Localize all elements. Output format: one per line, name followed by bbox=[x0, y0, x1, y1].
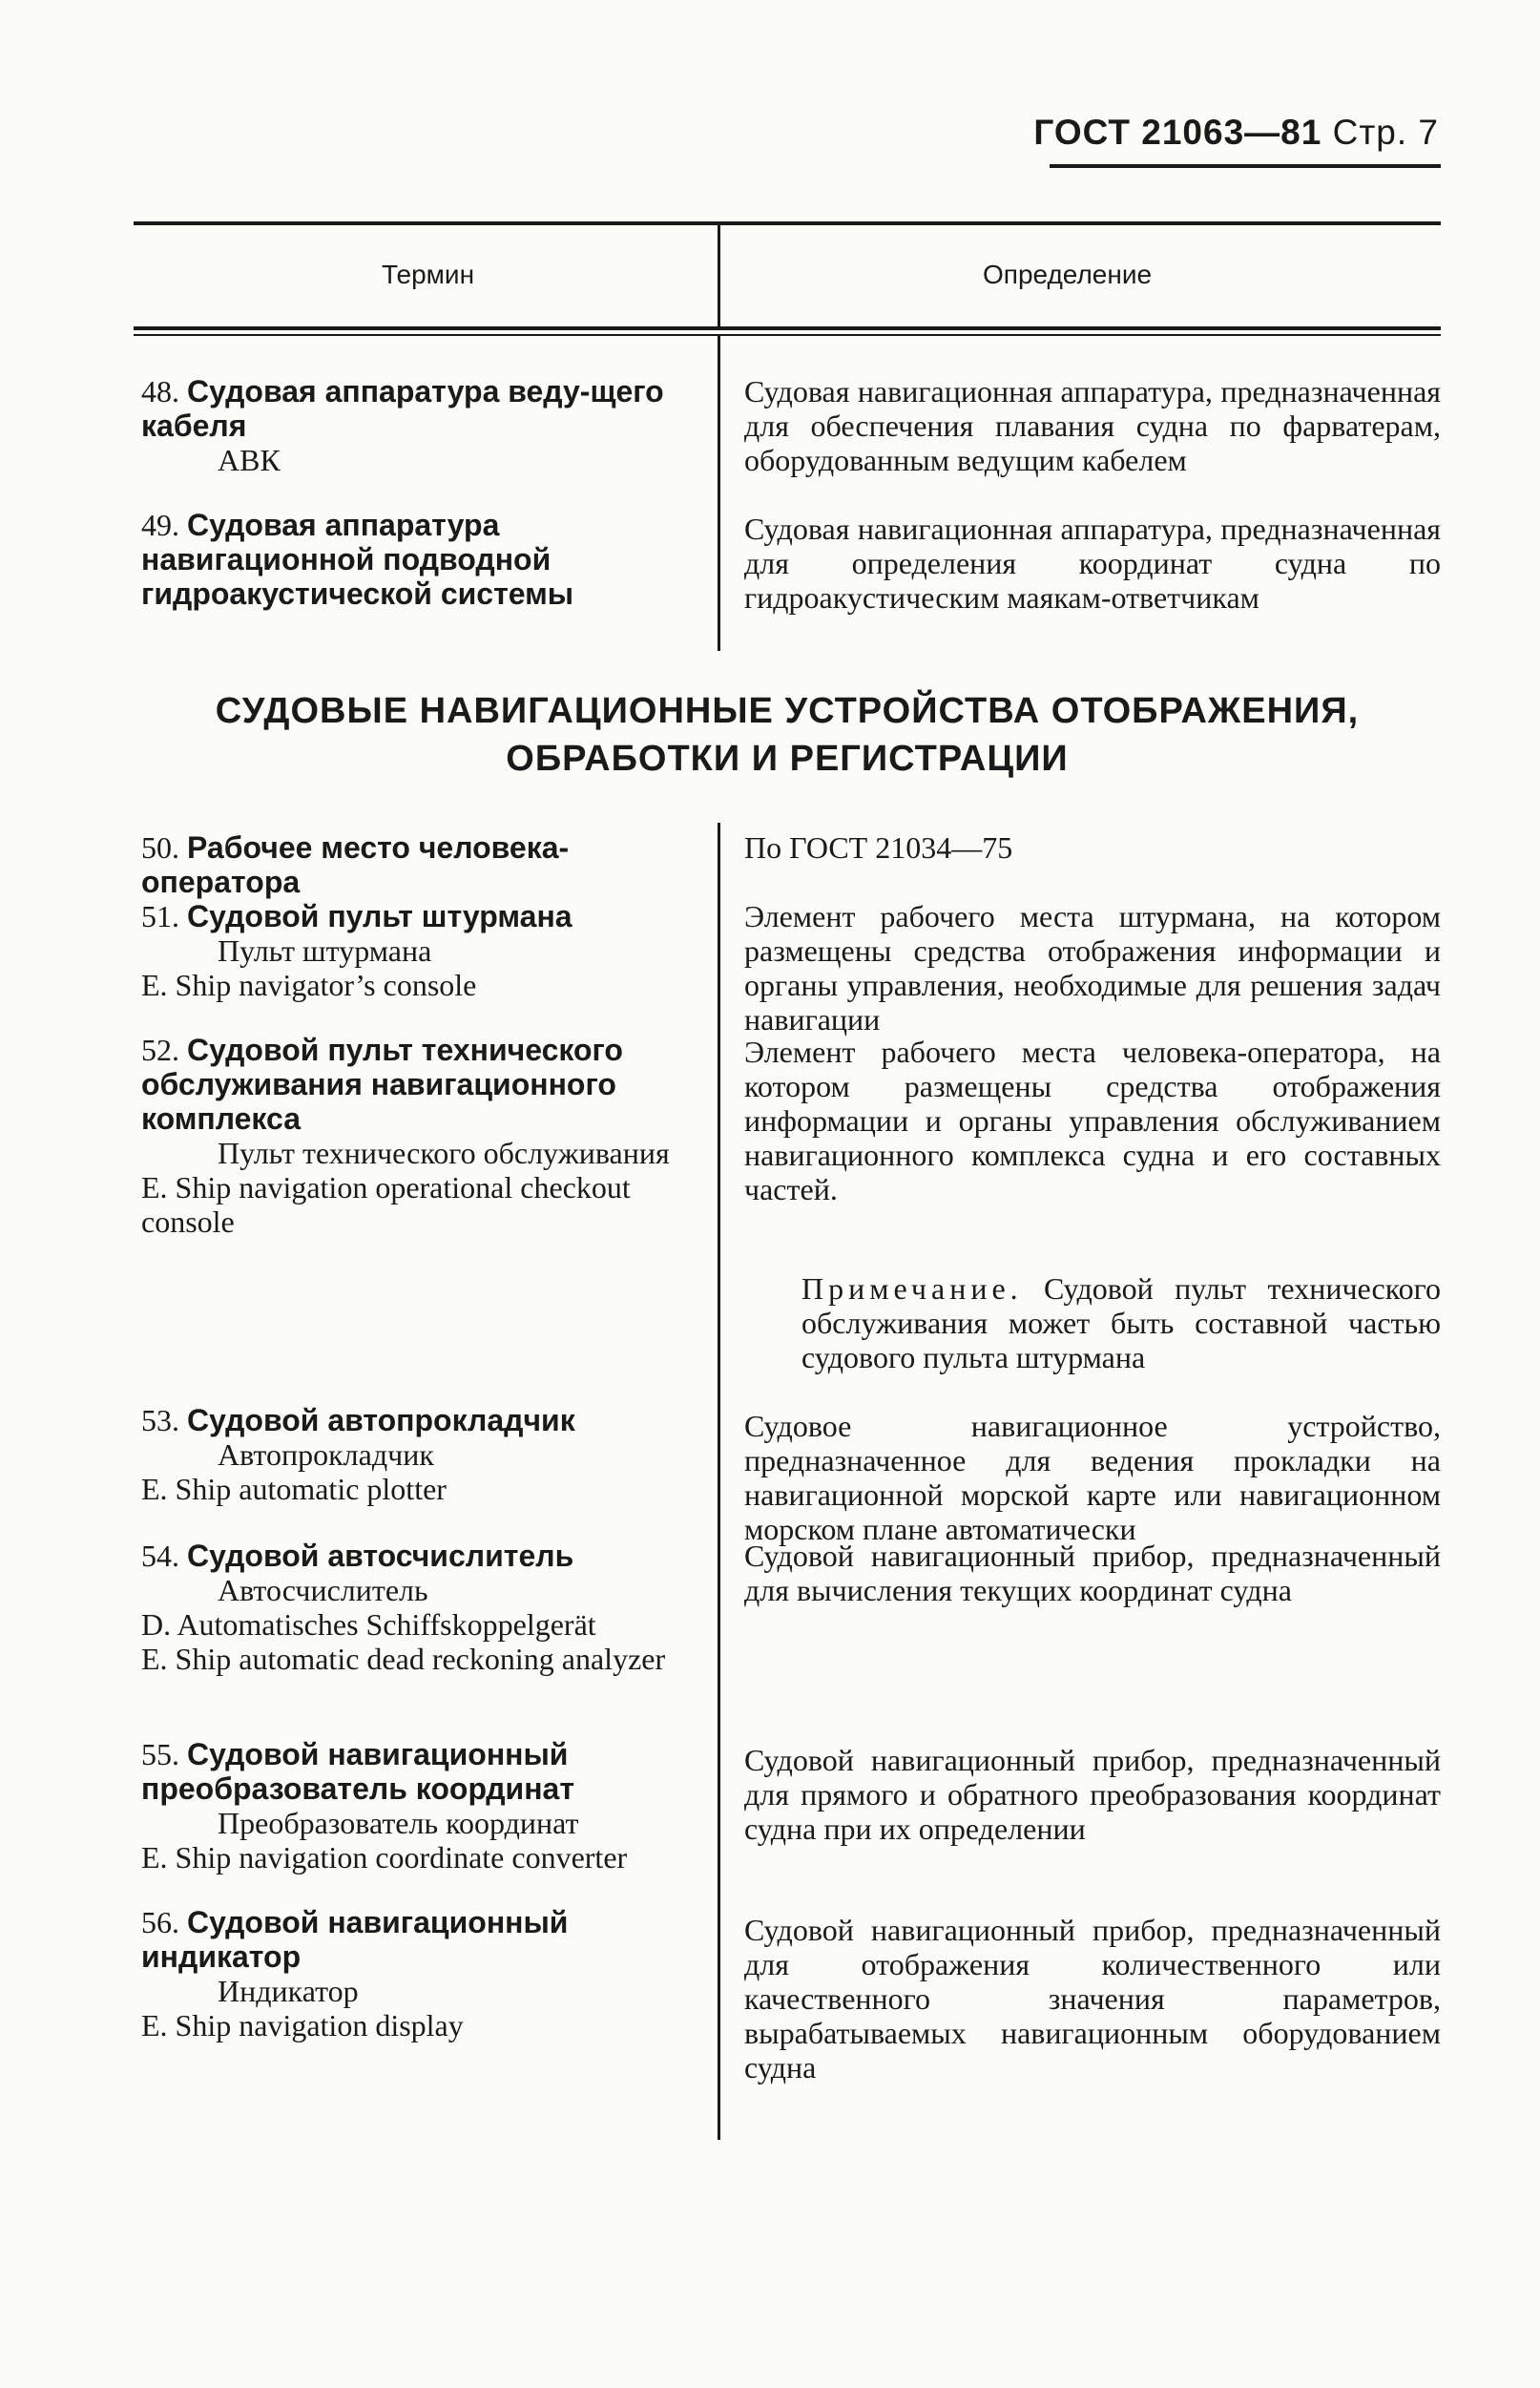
term-english: E. Ship navigation coordinate converter bbox=[141, 1840, 628, 1875]
term-56 bbox=[141, 1905, 685, 2042]
term-abbreviation: АВК bbox=[218, 443, 281, 477]
term-title: Судовой пульт штурмана bbox=[187, 899, 572, 933]
note-52 bbox=[801, 1271, 1441, 1374]
term-50 bbox=[141, 830, 685, 899]
term-number: 51. bbox=[141, 899, 179, 933]
term-48 bbox=[141, 374, 685, 477]
section-heading-line-1: СУДОВЫЕ НАВИГАЦИОННЫЕ УСТРОЙСТВА ОТОБРАЖЕНИЯ, bbox=[215, 691, 1360, 731]
term-synonym: Автосчислитель bbox=[218, 1573, 428, 1607]
term-number: 53. bbox=[141, 1403, 179, 1437]
note-label: Примечание. bbox=[801, 1271, 1023, 1306]
term-title: Судовая аппаратура навигационной подводной гидроакустической системы bbox=[141, 508, 574, 611]
term-number: 55. bbox=[141, 1737, 179, 1771]
term-title: Судовой пульт технического обслуживания навигационного комплекса bbox=[141, 1033, 623, 1136]
term-synonym: Преобразователь координат bbox=[218, 1806, 579, 1840]
table-top-rule bbox=[134, 221, 1441, 225]
definition-50: По ГОСТ 21034—75 bbox=[744, 830, 1013, 865]
definition-48: Судовая навигационная аппаратура, предназначенная для обеспечения плавания судна по фарватерам, оборудованным ведущим кабелем bbox=[744, 374, 1441, 477]
term-number: 52. bbox=[141, 1033, 179, 1067]
standard-code: ГОСТ 21063—81 bbox=[1033, 113, 1322, 152]
header-rule bbox=[1050, 164, 1441, 168]
term-number: 48. bbox=[141, 374, 179, 408]
term-english: E. Ship navigator’s console bbox=[141, 968, 477, 1002]
definition-56: Судовой навигационный прибор, предназначенный для отображения количественного или качественного значения параметров, вырабатываемых навигационным оборудованием судна bbox=[744, 1913, 1441, 2084]
term-number: 56. bbox=[141, 1905, 179, 1939]
term-51 bbox=[141, 899, 685, 1002]
term-english: E. Ship navigation display bbox=[141, 2008, 464, 2042]
term-synonym: Пульт технического обслуживания bbox=[218, 1136, 670, 1170]
term-synonym: Автопрокладчик bbox=[218, 1437, 434, 1472]
term-number: 50. bbox=[141, 830, 179, 865]
column-divider-2 bbox=[718, 823, 720, 2140]
page-header bbox=[1033, 113, 1439, 153]
term-54 bbox=[141, 1539, 685, 1676]
term-number: 49. bbox=[141, 508, 179, 542]
table-header-rule bbox=[134, 326, 1441, 330]
term-english: E. Ship automatic plotter bbox=[141, 1472, 447, 1506]
term-synonym: Пульт штурмана bbox=[218, 933, 432, 968]
term-synonym: Индикатор bbox=[218, 1974, 359, 2008]
section-heading bbox=[134, 687, 1441, 783]
term-title: Судовой автопрокладчик bbox=[187, 1403, 575, 1437]
definition-55: Судовой навигационный прибор, предназначенный для прямого и обратного преобразования координат судна при их определении bbox=[744, 1743, 1441, 1846]
table-header-rule-thin bbox=[134, 334, 1441, 336]
definition-53: Судовое навигационное устройство, предназначенное для ведения прокладки на навигационной морской карте или навигационном морском плане автоматически bbox=[744, 1409, 1441, 1546]
term-title: Судовой автосчислитель bbox=[187, 1539, 574, 1573]
term-49 bbox=[141, 508, 685, 611]
page-number: Стр. 7 bbox=[1332, 113, 1439, 152]
term-english: E. Ship automatic dead reckoning analyzer bbox=[141, 1642, 666, 1676]
term-title: Судовой навигационный преобразователь координат bbox=[141, 1737, 574, 1806]
column-header-definition: Определение bbox=[983, 260, 1153, 289]
term-title: Рабочее место человека-оператора bbox=[141, 830, 570, 899]
term-52 bbox=[141, 1033, 685, 1239]
term-title: Судовой навигационный индикатор bbox=[141, 1905, 569, 1974]
definition-49: Судовая навигационная аппаратура, предназначенная для определения координат судна по гидроакустическим маякам-ответчикам bbox=[744, 512, 1441, 615]
definition-52: Элемент рабочего места человека-оператора, на котором размещены средства отображения информации и органы управления обслуживанием навигационного комплекса судна и его составных частей. bbox=[744, 1035, 1441, 1206]
term-german: D. Automatisches Schiffskoppelgerät bbox=[141, 1607, 596, 1642]
definition-54: Судовой навигационный прибор, предназначенный для вычисления текущих координат судна bbox=[744, 1539, 1441, 1607]
term-title: Судовая аппаратура веду-щего кабеля bbox=[141, 374, 664, 443]
term-number: 54. bbox=[141, 1539, 179, 1573]
term-53 bbox=[141, 1403, 685, 1506]
column-header-term: Термин bbox=[382, 260, 475, 289]
term-english: E. Ship navigation operational checkout console bbox=[141, 1170, 631, 1239]
section-heading-line-2: ОБРАБОТКИ И РЕГИСТРАЦИИ bbox=[506, 739, 1069, 779]
term-55 bbox=[141, 1737, 685, 1875]
column-divider-head bbox=[718, 225, 720, 326]
column-divider-1 bbox=[718, 336, 720, 651]
note-text: Судовой пульт технического обслуживания может быть составной частью судового пульта штурмана bbox=[801, 1271, 1442, 1374]
definition-51: Элемент рабочего места штурмана, на котором размещены средства отображения информации и органы управления, необходимые для решения задач навигации bbox=[744, 899, 1441, 1037]
